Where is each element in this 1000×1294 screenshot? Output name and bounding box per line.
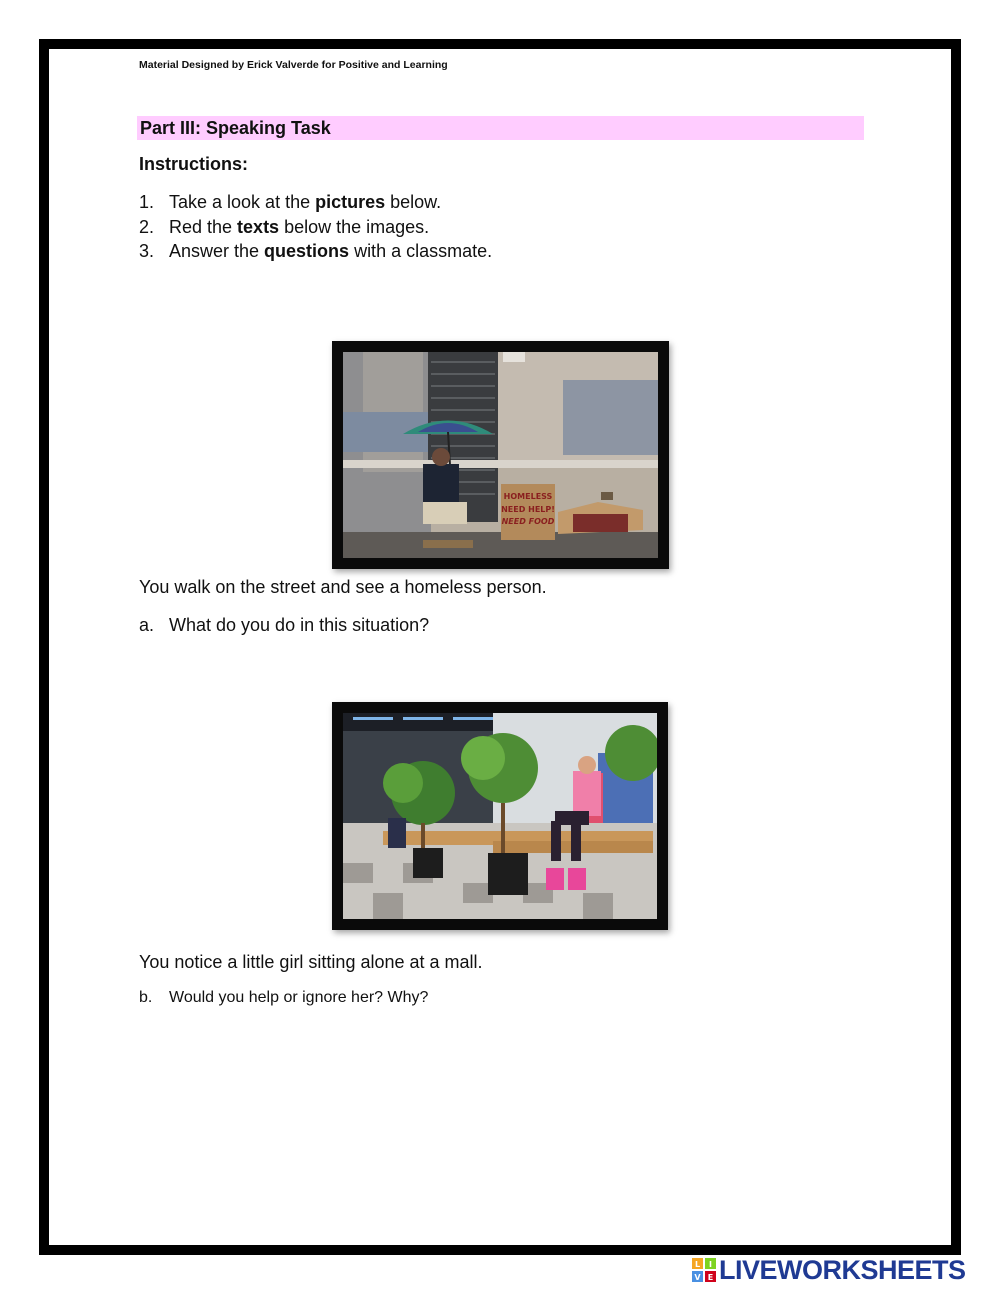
- instructions-list: [139, 190, 492, 264]
- instruction-item: [139, 190, 492, 215]
- liveworksheets-logo-icon: [692, 1258, 716, 1282]
- instruction-text: Red the: [169, 216, 238, 237]
- instruction-text: below.: [385, 192, 442, 212]
- homeless-person-photo: [332, 341, 669, 569]
- instruction-item: [139, 215, 492, 240]
- svg-text:L: L: [694, 1260, 701, 1269]
- liveworksheets-logo: [692, 1256, 966, 1284]
- instruction-number: 2.: [139, 216, 155, 237]
- instruction-text: Take a look at the: [169, 192, 316, 212]
- question-text: What do you do in this situation?: [169, 615, 430, 635]
- instruction-text: with a classmate.: [349, 241, 493, 261]
- svg-text:I: I: [709, 1260, 712, 1269]
- question-letter: a.: [139, 615, 155, 635]
- part-title: Part III: Speaking Task: [137, 116, 864, 140]
- svg-text:V: V: [694, 1273, 701, 1282]
- liveworksheets-wordmark: LIVEWORKSHEETS: [719, 1254, 966, 1285]
- instruction-bold: texts: [237, 216, 280, 237]
- scenario-1-caption: You walk on the street and see a homeless person.: [139, 577, 547, 597]
- scenario-2-caption: You notice a little girl sitting alone at a mall.: [139, 952, 483, 972]
- instruction-bold: pictures: [315, 192, 386, 212]
- sign-line-1: HOMELESS: [503, 492, 553, 501]
- instruction-number: 1.: [139, 192, 155, 212]
- instructions-label: Instructions:: [139, 154, 249, 174]
- scenario-1-question: [139, 615, 429, 636]
- credit-line: Material Designed by Erick Valverde for Positive and Learning: [139, 59, 448, 71]
- instruction-text: Answer the: [169, 241, 265, 261]
- instruction-text: below the images.: [279, 216, 430, 237]
- girl-at-mall-photo: [332, 702, 668, 930]
- svg-text:E: E: [707, 1273, 714, 1282]
- sign-line-2: NEED HELP!: [501, 505, 555, 514]
- question-text: Would you help or ignore her? Why?: [169, 989, 429, 1006]
- instruction-bold: questions: [264, 241, 350, 261]
- question-letter: b.: [139, 989, 153, 1006]
- scenario-2-question: [139, 989, 428, 1007]
- instruction-number: 3.: [139, 241, 155, 261]
- instruction-item: [139, 239, 492, 264]
- sign-line-3: NEED FOOD: [501, 517, 555, 526]
